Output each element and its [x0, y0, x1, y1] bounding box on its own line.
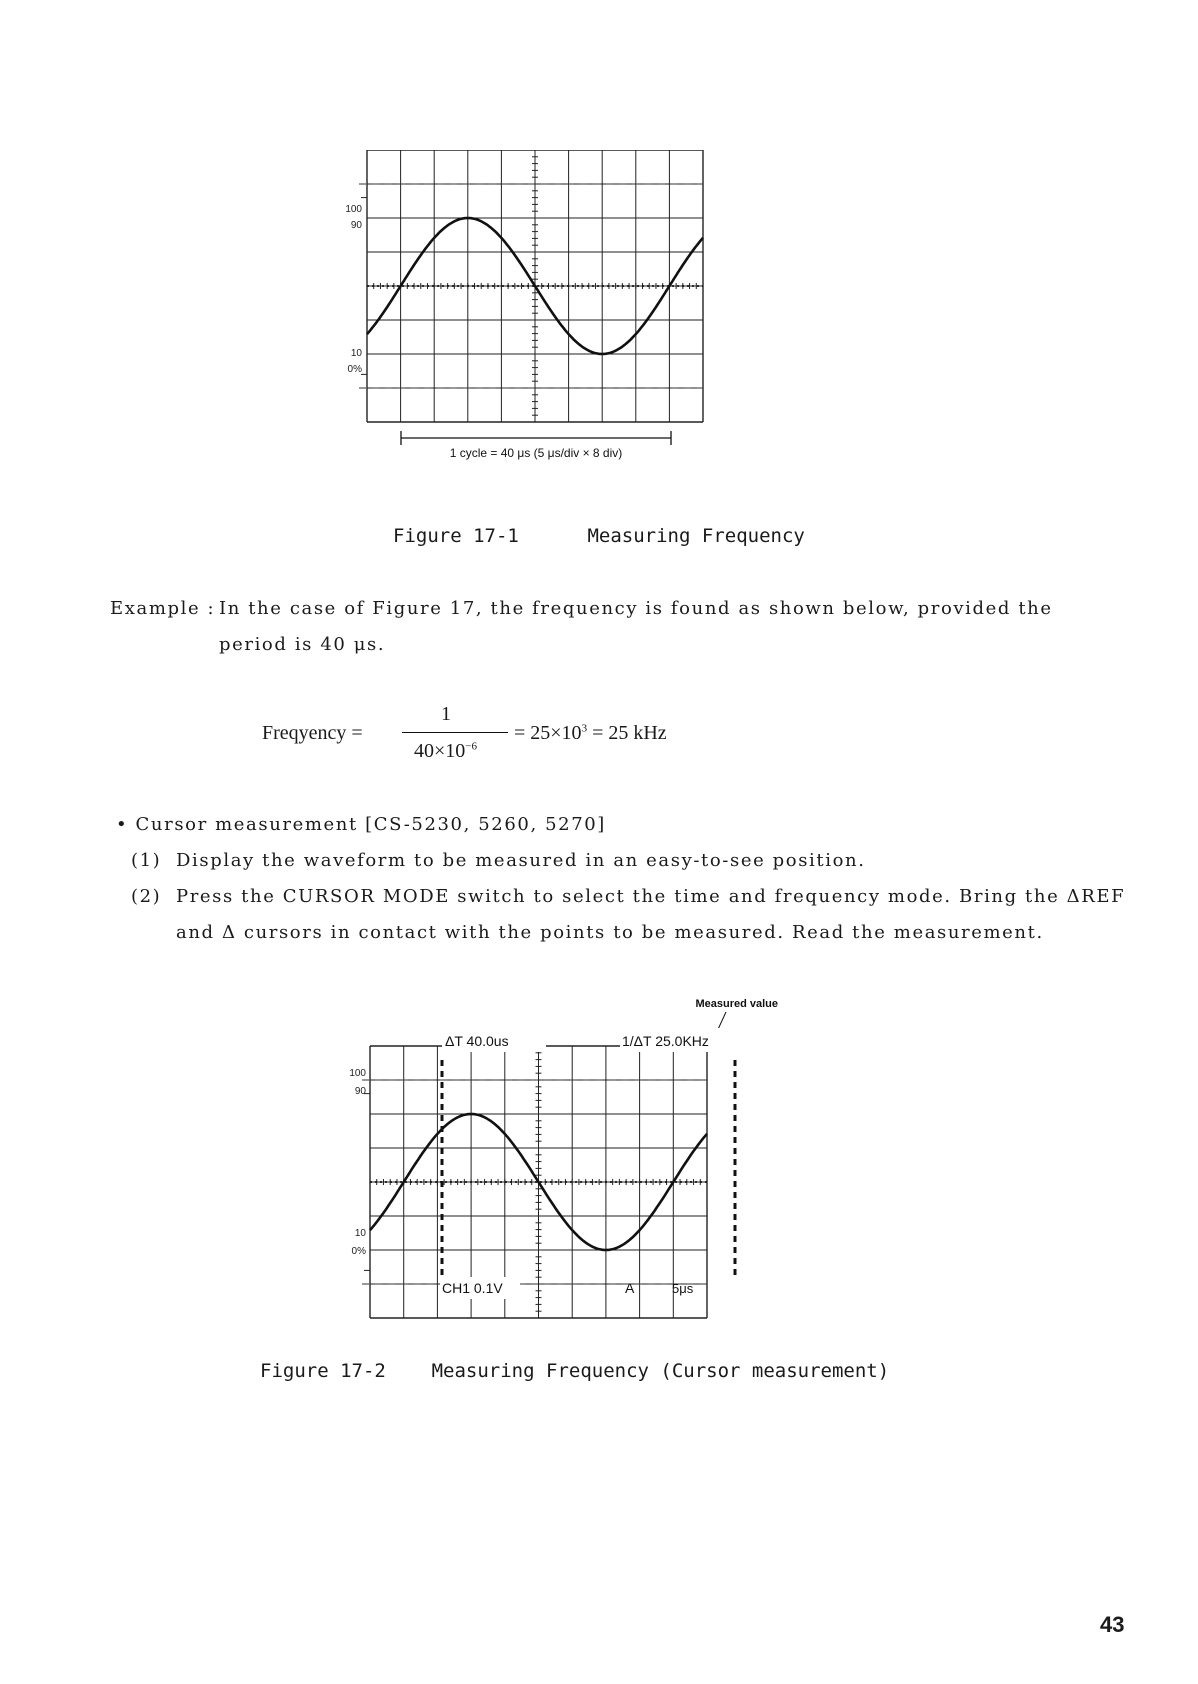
formula-lhs: Freqyency =: [262, 722, 363, 744]
y-label-100: 100: [345, 204, 362, 215]
page-number: 43: [1100, 1612, 1125, 1637]
figure-17-2-caption: [260, 1360, 889, 1382]
caption-title: Measuring Frequency: [587, 525, 805, 547]
cursors: [442, 1060, 735, 1280]
y-label-100: 100: [349, 1068, 366, 1079]
figure-17-1-caption: [393, 525, 805, 547]
step-2-line-2: and Δ cursors in contact with the points to be measured. Read the measurement.: [176, 922, 1044, 943]
y-label-10: 10: [354, 1228, 366, 1239]
caption-number: Figure 17-1: [393, 525, 519, 547]
ch1-readout: CH1 0.1V: [442, 1280, 503, 1296]
step-2-line-1: Press the CURSOR MODE switch to select the time and frequency mode. Bring the ΔREF: [176, 886, 1126, 907]
formula-numerator: 1: [441, 703, 451, 725]
cursor-heading: • Cursor measurement [CS-5230, 5260, 5270]: [116, 814, 606, 835]
example-line-1: In the case of Figure 17, the frequency is found as shown below, provided the: [219, 598, 1053, 619]
y-label-0: 0%: [351, 1246, 366, 1257]
formula-denominator: $40\times 10^{-6}$: [414, 740, 477, 762]
caption-title: Measuring Frequency (Cursor measurement): [431, 1360, 890, 1382]
inverse-delta-t-readout: 1/ΔT 25.0KHz: [622, 1033, 709, 1049]
y-label-90: 90: [354, 1086, 366, 1097]
measured-value-annotation: Measured value: [695, 998, 778, 1010]
step-2-number: (2): [131, 886, 162, 907]
formula-result: = $25\times 10^3 = 25$ kHz: [514, 722, 667, 744]
step-1-number: (1): [131, 850, 162, 871]
cycle-label: 1 cycle = 40 μs (5 μs/div × 8 div): [449, 446, 623, 460]
timebase-value: 5μs: [672, 1281, 694, 1296]
caption-number: Figure 17-2: [260, 1360, 386, 1382]
y-label-0: 0%: [347, 364, 362, 375]
y-label-90: 90: [350, 220, 362, 231]
y-label-10: 10: [350, 348, 362, 359]
cycle-bracket: [401, 431, 671, 445]
step-1-text: Display the waveform to be measured in an easy-to-see position.: [176, 850, 866, 871]
example-line-2: period is 40 μs.: [219, 634, 386, 655]
delta-t-readout: ΔT 40.0us: [445, 1033, 509, 1049]
figure-17-1-scope: [340, 150, 770, 500]
figure-17-2-scope: [340, 990, 800, 1330]
timebase-channel: A: [625, 1280, 635, 1296]
example-label: Example :: [110, 598, 216, 619]
fraction-bar: [402, 732, 508, 733]
